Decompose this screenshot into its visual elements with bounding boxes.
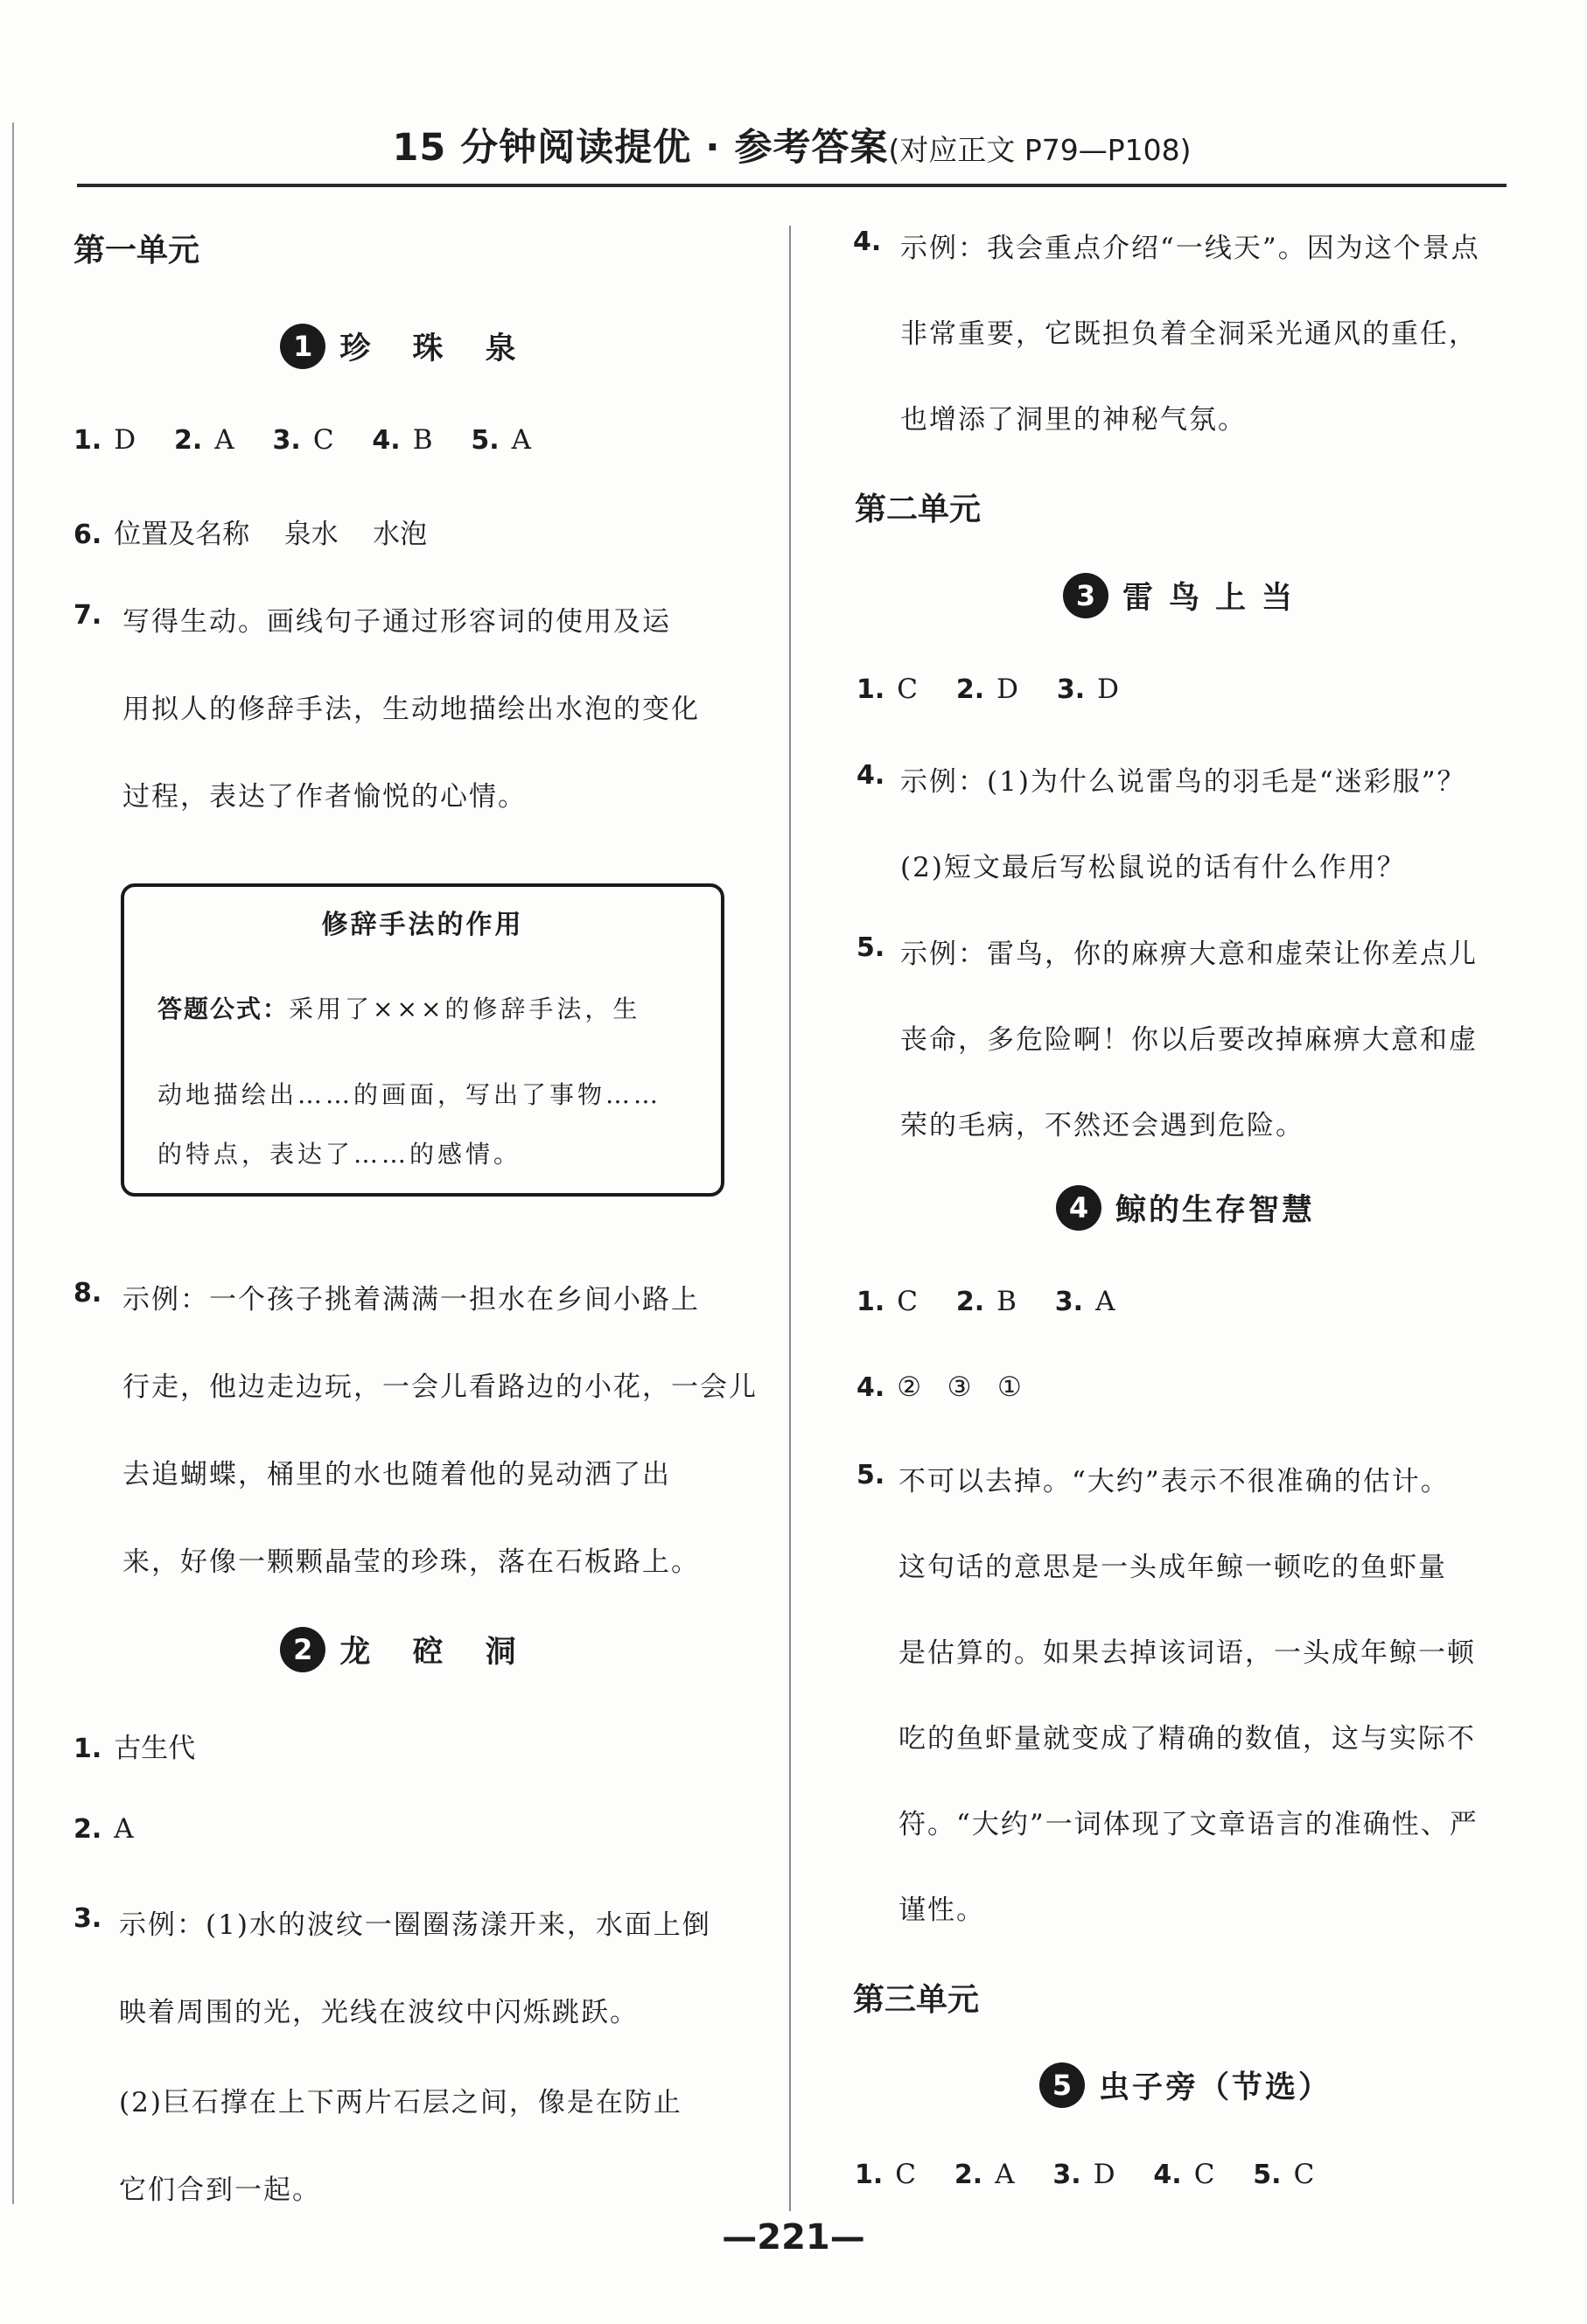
tip-box-line xyxy=(157,990,640,1025)
answer-value: D xyxy=(114,424,136,456)
lesson-heading-4 xyxy=(853,1185,1518,1231)
answer-item-5 xyxy=(856,932,897,963)
tip-box-line: 的特点，表达了……的感情。 xyxy=(157,1140,522,1169)
answer-line: 吃的鱼虾量就变成了精确的数值，这与实际不 xyxy=(898,1723,1476,1755)
lesson-number-badge: 1 xyxy=(280,324,325,369)
answer-line: 写得生动。画线句子通过形容词的使用及运 xyxy=(122,606,671,638)
answer-line: 映着周围的光，光线在波纹中闪烁跳跃。 xyxy=(119,1997,639,2028)
column-divider xyxy=(789,226,791,2211)
question-number: 1. xyxy=(856,1287,885,1317)
tip-box-title: 修辞手法的作用 xyxy=(321,910,524,940)
lesson-title: 虫子旁（节选） xyxy=(1098,2070,1332,2105)
question-number: 4. xyxy=(856,1372,885,1403)
answer-line: (2)巨石撑在上下两片石层之间，像是在防止 xyxy=(119,2087,682,2118)
lesson-heading-1 xyxy=(73,324,738,369)
header-rule xyxy=(77,184,1507,187)
answer-item-4 xyxy=(856,759,897,791)
question-number: 2. xyxy=(955,1287,985,1317)
answer-value: C xyxy=(312,424,334,456)
lesson-title: 鲸的生存智慧 xyxy=(1115,1193,1315,1228)
unit-heading-3: 第三单元 xyxy=(853,1982,980,2018)
answer-line: 示例：雷鸟，你的麻痹大意和虚荣让你差点儿 xyxy=(900,939,1478,970)
question-number: 3. xyxy=(1056,674,1086,705)
answer-row xyxy=(856,1286,1144,1317)
left-margin-rule xyxy=(12,122,14,2204)
answer-item-1 xyxy=(73,1726,195,1765)
unit-heading-1: 第一单元 xyxy=(73,233,200,269)
question-number: 7. xyxy=(73,600,102,631)
question-number: 4. xyxy=(372,425,401,456)
question-number: 1. xyxy=(856,674,885,705)
lesson-number-badge: 2 xyxy=(280,1627,325,1672)
answer-line: 丧命，多危险啊！你以后要改掉麻痹大意和虚 xyxy=(900,1024,1478,1056)
question-number: 2. xyxy=(954,2160,983,2190)
lesson-title: 龙 硿 洞 xyxy=(339,1635,532,1670)
answer-item-7 xyxy=(73,599,114,631)
question-number: 3. xyxy=(1052,2160,1081,2190)
page-title: 15 分钟阅读提优 · 参考答案 xyxy=(392,126,889,170)
lesson-number-badge: 5 xyxy=(1039,2062,1085,2108)
answer-item-4 xyxy=(853,226,893,257)
question-number: 1. xyxy=(73,1734,102,1764)
answer-item-3 xyxy=(73,1902,114,1934)
question-number: 5. xyxy=(856,932,885,963)
question-number: 5. xyxy=(1253,2160,1282,2190)
answer-line: 示例：我会重点介绍“一线天”。因为这个景点 xyxy=(900,233,1480,264)
answer-value: B xyxy=(412,424,433,456)
answer-text: 古生代 xyxy=(114,1733,196,1764)
answer-text: 位置及名称 泉水 水泡 xyxy=(114,519,428,550)
answer-value: C xyxy=(895,2159,917,2190)
page-header xyxy=(79,118,1505,188)
answer-line: 谨性。 xyxy=(898,1895,985,1926)
lesson-heading-2 xyxy=(73,1627,738,1672)
question-number: 5. xyxy=(856,1460,885,1490)
answer-line: 是估算的。如果去掉该词语，一头成年鲸一顿 xyxy=(898,1637,1476,1669)
lesson-title: 珍 珠 泉 xyxy=(339,332,532,366)
question-number: 2. xyxy=(955,674,985,705)
question-number: 6. xyxy=(73,520,102,550)
answer-row xyxy=(73,424,561,456)
answer-value: D xyxy=(996,673,1019,705)
lesson-number-badge: 3 xyxy=(1063,573,1108,618)
answer-line: 不可以去掉。“大约”表示不很准确的估计。 xyxy=(898,1466,1450,1497)
question-number: 5. xyxy=(471,425,500,456)
answer-line: 荣的毛病，不然还会遇到危险。 xyxy=(900,1110,1304,1141)
answer-line: 示例：一个孩子挑着满满一担水在乡间小路上 xyxy=(122,1284,700,1316)
answer-value: C xyxy=(1193,2159,1215,2190)
question-number: 2. xyxy=(73,1814,102,1845)
answer-item-6 xyxy=(73,512,427,551)
answer-line: 它们合到一起。 xyxy=(119,2174,321,2206)
question-number: 1. xyxy=(73,425,102,456)
lesson-number-badge: 4 xyxy=(1056,1185,1101,1231)
answer-line: 也增添了洞里的神秘气氛。 xyxy=(900,404,1247,436)
answer-line: 非常重要，它既担负着全洞采光通风的重任， xyxy=(900,318,1478,350)
answer-text: ② ③ ① xyxy=(897,1371,1022,1403)
answer-value: C xyxy=(1293,2159,1315,2190)
page-number: —221— xyxy=(722,2217,865,2258)
answer-line: 示例：(1)水的波纹一圈圈荡漾开来，水面上倒 xyxy=(119,1909,711,1941)
formula-label: 答题公式： xyxy=(157,995,290,1023)
unit-heading-2: 第二单元 xyxy=(855,492,982,527)
question-number: 1. xyxy=(855,2160,884,2190)
answer-line: 行走，他边走边玩，一会儿看路边的小花，一会儿 xyxy=(122,1371,758,1403)
answer-value: D xyxy=(1093,2159,1115,2190)
page-subtitle: (对应正文 P79—P108) xyxy=(888,133,1192,167)
answer-text: A xyxy=(114,1813,134,1845)
answer-line: 过程，表达了作者愉悦的心情。 xyxy=(122,781,527,813)
question-number: 4. xyxy=(856,760,885,791)
answer-value: A xyxy=(1095,1286,1115,1317)
answer-value: A xyxy=(511,424,531,456)
tip-box xyxy=(121,883,724,1197)
answer-item-2 xyxy=(73,1813,134,1845)
formula-text: 采用了×××的修辞手法，生 xyxy=(289,995,641,1023)
question-number: 3. xyxy=(73,1903,102,1934)
question-number: 2. xyxy=(174,425,203,456)
answer-line: 来，好像一颗颗晶莹的珍珠，落在石板路上。 xyxy=(122,1546,700,1578)
question-number: 4. xyxy=(1153,2160,1182,2190)
answer-item-8 xyxy=(73,1277,114,1309)
question-number: 3. xyxy=(1054,1287,1084,1317)
answer-line: (2)短文最后写松鼠说的话有什么作用？ xyxy=(900,852,1406,883)
answer-line: 示例：(1)为什么说雷鸟的羽毛是“迷彩服”？ xyxy=(900,766,1466,798)
answer-value: C xyxy=(897,1286,919,1317)
answer-value: B xyxy=(996,1286,1017,1317)
answer-row xyxy=(855,2159,1344,2190)
question-number: 3. xyxy=(272,425,301,456)
question-number: 8. xyxy=(73,1278,102,1309)
answer-item-5 xyxy=(856,1459,897,1490)
answer-line: 符。“大约”一词体现了文章语言的准确性、严 xyxy=(898,1809,1479,1840)
lesson-heading-5 xyxy=(853,2062,1518,2108)
answer-line: 用拟人的修辞手法，生动地描绘出水泡的变化 xyxy=(122,694,700,725)
answer-value: D xyxy=(1097,673,1120,705)
answer-value: C xyxy=(897,673,919,705)
answer-line: 去追蝴蝶，桶里的水也随着他的晃动洒了出 xyxy=(122,1459,671,1490)
answer-line: 这句话的意思是一头成年鲸一顿吃的鱼虾量 xyxy=(898,1552,1447,1583)
answer-item-4 xyxy=(856,1371,1022,1403)
lesson-title: 雷鸟上当 xyxy=(1122,581,1308,616)
tip-box-line: 动地描绘出……的画面，写出了事物…… xyxy=(157,1080,662,1109)
answer-row xyxy=(856,673,1149,705)
question-number: 4. xyxy=(853,227,882,257)
answer-value: A xyxy=(995,2159,1015,2190)
answer-value: A xyxy=(214,424,234,456)
lesson-heading-3 xyxy=(853,573,1518,618)
